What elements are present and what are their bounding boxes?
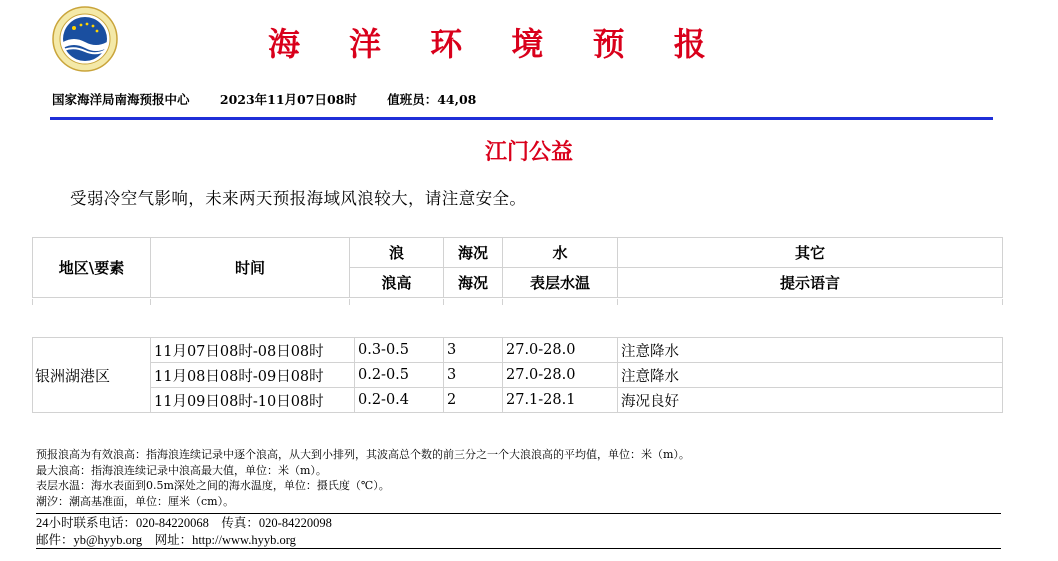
time-cell: 11月09日08时-10日08时 (151, 388, 355, 413)
duty-officer: 值班员：44,08 (387, 92, 477, 107)
header-seastate: 海况 (444, 238, 503, 268)
info-bar (52, 92, 502, 108)
time-cell: 11月07日08时-08日08时 (151, 338, 355, 363)
water-temp-cell: 27.0-28.0 (503, 363, 618, 388)
header-tips: 提示语言 (618, 268, 1003, 298)
note-line: 预报浪高为有效浪高：指海浪连续记录中逐个浪高，从大到小排列，其波高总个数的前三分之一个大浪浪高的平均值，单位：米（m）。 (36, 448, 690, 461)
agency-name: 国家海洋局南海预报中心 (52, 92, 190, 107)
phone-fax: 24小时联系电话：020-84220068 传真：020-84220098 (36, 516, 332, 530)
table-row (33, 363, 1003, 388)
header-surface-temp: 表层水温 (503, 268, 618, 298)
table-row (33, 388, 1003, 413)
wave-height-cell: 0.3-0.5 (355, 338, 444, 363)
header-water: 水 (503, 238, 618, 268)
header-region: 地区\要素 (33, 238, 151, 298)
document-title: 海 洋 环 境 预 报 (268, 25, 725, 63)
time-cell: 11月08日08时-09日08时 (151, 363, 355, 388)
wave-height-cell: 0.2-0.4 (355, 388, 444, 413)
contact-info (36, 515, 332, 549)
header-time: 时间 (151, 238, 350, 298)
header-sea-state: 海况 (444, 268, 503, 298)
soa-logo (52, 6, 118, 72)
note-line: 潮汐：潮高基准面，单位：厘米（cm）。 (36, 494, 235, 508)
forecast-table (32, 337, 1003, 413)
footer-rule (36, 513, 1001, 514)
region-cell: 银洲湖港区 (33, 338, 151, 413)
definitions-notes (36, 447, 690, 509)
note-line: 最大浪高：指海浪连续记录中浪高最大值，单位：米（m）。 (36, 463, 327, 477)
sea-state-cell: 3 (444, 363, 503, 388)
header-wave: 浪 (350, 238, 444, 268)
header-wave-height: 浪高 (350, 268, 444, 298)
water-temp-cell: 27.0-28.0 (503, 338, 618, 363)
header-other: 其它 (618, 238, 1003, 268)
sea-state-cell: 3 (444, 338, 503, 363)
note-line: 表层水温：海水表面到0.5m深处之间的海水温度，单位：摄氏度（℃）。 (36, 479, 390, 493)
location-title: 江门公益 (484, 140, 573, 165)
tip-cell: 注意降水 (618, 363, 1003, 388)
water-temp-cell: 27.1-28.1 (503, 388, 618, 413)
forecast-table-header (32, 237, 1003, 298)
header-rule (50, 117, 993, 120)
email-website: 邮件：yb@hyyb.org 网址：http://www.hyyb.org (36, 533, 296, 547)
header-clip-edge (32, 299, 1003, 305)
table-row (33, 338, 1003, 363)
tip-cell: 海况良好 (618, 388, 1003, 413)
wave-height-cell: 0.2-0.5 (355, 363, 444, 388)
warning-notice: 受弱冷空气影响，未来两天预报海域风浪较大，请注意安全。 (70, 189, 527, 208)
issue-datetime: 2023年11月07日08时 (219, 92, 357, 107)
sea-state-cell: 2 (444, 388, 503, 413)
footer-bottom-rule (36, 548, 1001, 549)
tip-cell: 注意降水 (618, 338, 1003, 363)
